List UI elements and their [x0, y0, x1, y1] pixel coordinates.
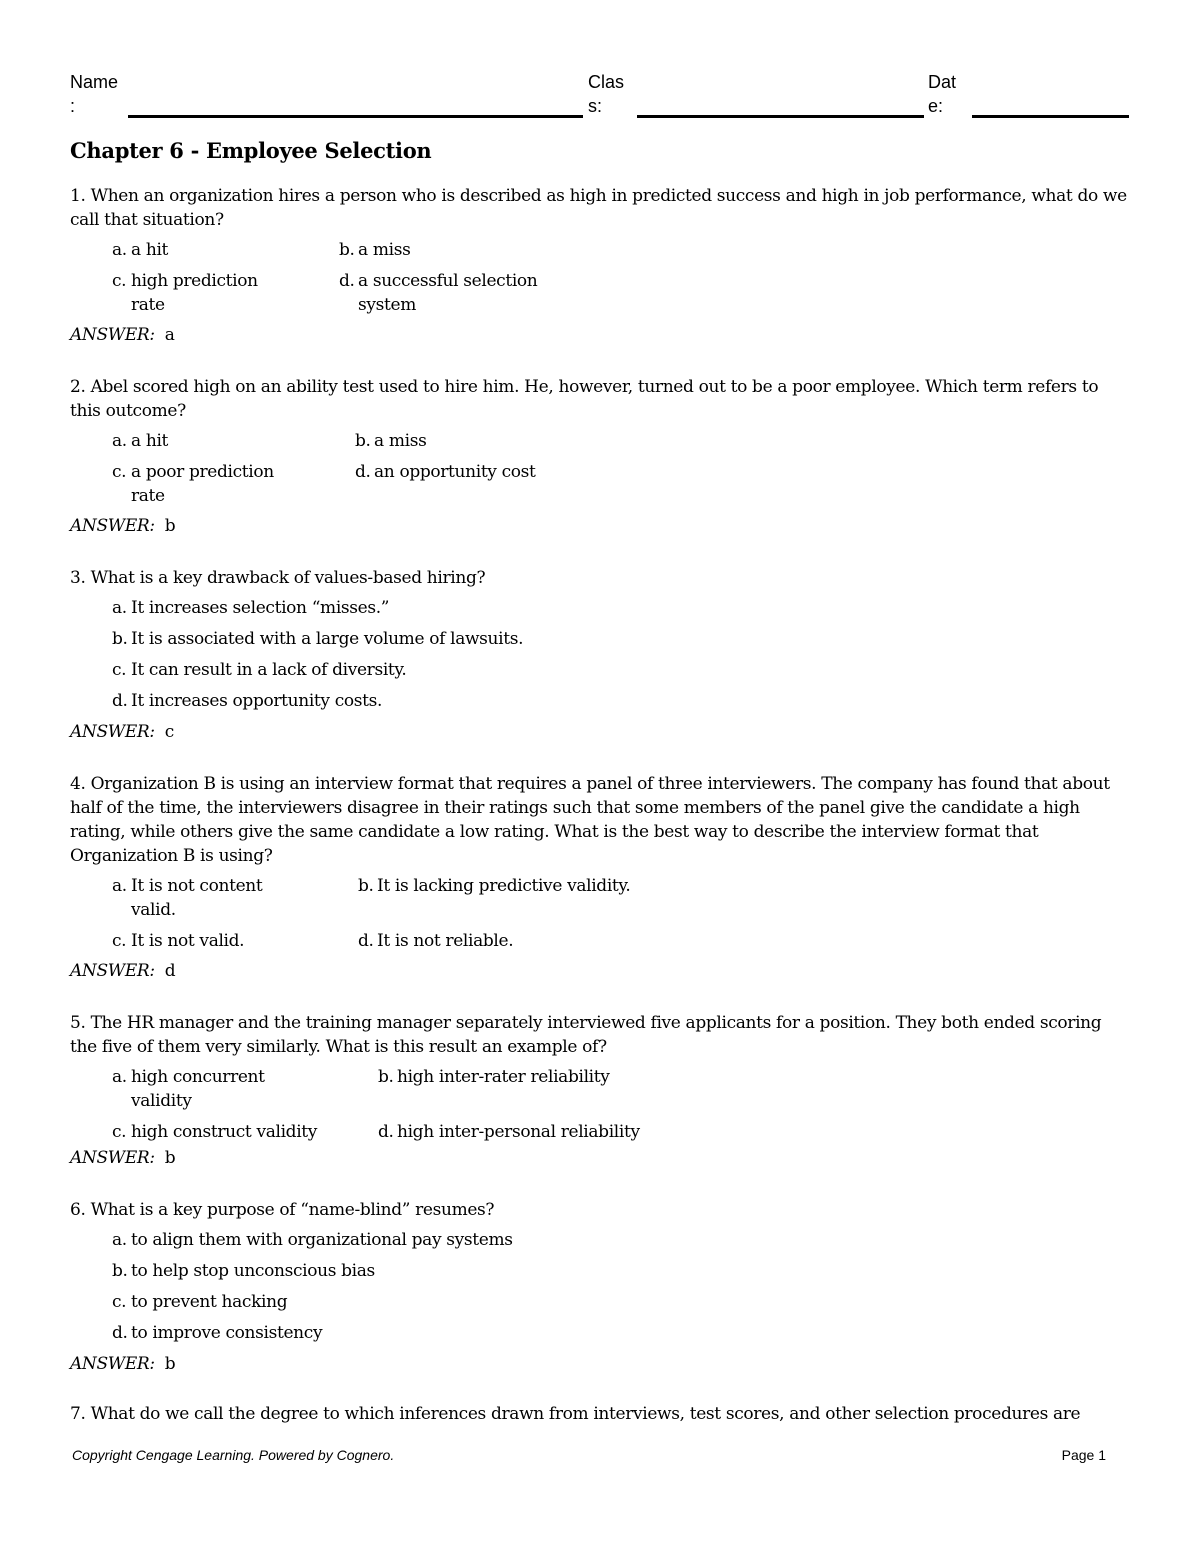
question-3: [70, 566, 1130, 744]
options-grid: [112, 1065, 1130, 1144]
option-b: b. high inter-rater reliability: [378, 1067, 610, 1087]
option-a: a. to align them with organizational pay systems: [112, 1230, 513, 1250]
options-grid: [112, 238, 1130, 317]
answer-label: ANSWER:: [70, 1354, 155, 1374]
date-underline: [972, 115, 1129, 118]
option-d: d. to improve consistency: [112, 1323, 323, 1343]
name-underline: [128, 115, 583, 118]
copyright-footer: Copyright Cengage Learning. Powered by Cognero.: [72, 1447, 395, 1463]
answer-value: b: [164, 1148, 176, 1168]
option-c: c. high construct validity: [112, 1122, 318, 1142]
answer-line: [70, 959, 1130, 983]
question-4: [70, 772, 1130, 983]
option-b: b. a miss: [355, 431, 427, 451]
answer-value: a: [164, 325, 175, 345]
options-list: [112, 1228, 1130, 1345]
question-stem: 4. Organization B is using an interview format that requires a panel of three interviewers. The company has found that about half of the time, the interviewers disagree in their ratings such that some members of the panel give the candidate a high rating, while others give the same candidate a low rating. What is the best way to describe the interview format that Organization B is using?: [70, 774, 1110, 866]
options-list: [112, 596, 1130, 713]
class-field-label: [588, 70, 624, 118]
answer-label: ANSWER:: [70, 722, 155, 742]
option-b: b. It is associated with a large volume of lawsuits.: [112, 629, 524, 649]
page-number: Page 1: [1061, 1447, 1106, 1463]
options-grid: [112, 874, 1130, 953]
question-stem: 6. What is a key purpose of “name-blind” resumes?: [70, 1200, 495, 1220]
question-stem: 2. Abel scored high on an ability test used to hire him. He, however, turned out to be a poor employee. Which term refers to this outcome?: [70, 377, 1099, 421]
option-d: d. an opportunity cost: [355, 462, 536, 482]
option-b: b. to help stop unconscious bias: [112, 1261, 375, 1281]
answer-value: c: [164, 722, 174, 742]
option-d: d. high inter-personal reliability: [378, 1122, 640, 1142]
answer-value: b: [164, 516, 176, 536]
question-stem: 1. When an organization hires a person who is described as high in predicted success and high in job performance, what do we call that situation?: [70, 186, 1127, 230]
answer-value: b: [164, 1354, 176, 1374]
question-5: [70, 1011, 1130, 1170]
question-stem: 5. The HR manager and the training manager separately interviewed five applicants for a position. They both ended scoring the five of them very similarly. What is this result an example of?: [70, 1013, 1102, 1057]
question-7: [70, 1402, 1130, 1426]
date-colon: e:: [928, 96, 944, 116]
answer-line: [70, 323, 1130, 347]
option-b: b. a miss: [339, 240, 411, 260]
answer-line: [70, 1146, 1130, 1170]
option-a: a. a hit: [112, 240, 169, 260]
question-2: [70, 375, 1130, 538]
question-list: [70, 184, 1130, 1426]
answer-label: ANSWER:: [70, 516, 155, 536]
question-1: [70, 184, 1130, 347]
class-colon: s:: [588, 96, 603, 116]
answer-value: d: [164, 961, 176, 981]
answer-line: [70, 514, 1130, 538]
option-c: c. high prediction rate: [112, 271, 258, 315]
option-a: a. high concurrent validity: [112, 1067, 265, 1111]
option-a: a. It is not content valid.: [112, 876, 263, 920]
option-d: d. It increases opportunity costs.: [112, 691, 383, 711]
answer-label: ANSWER:: [70, 1148, 155, 1168]
chapter-title: Chapter 6 - Employee Selection: [70, 138, 432, 163]
option-d: d. a successful selection system: [339, 271, 538, 315]
options-grid: [112, 429, 1130, 508]
answer-label: ANSWER:: [70, 961, 155, 981]
answer-line: [70, 720, 1130, 744]
class-underline: [637, 115, 924, 118]
option-a: a. It increases selection “misses.”: [112, 598, 390, 618]
class-label: Clas: [588, 72, 625, 92]
question-stem: 7. What do we call the degree to which inferences drawn from interviews, test scores, and other selection procedures are: [70, 1404, 1081, 1424]
option-b: b. It is lacking predictive validity.: [358, 876, 631, 896]
option-c: c. to prevent hacking: [112, 1292, 288, 1312]
option-d: d. It is not reliable.: [358, 931, 514, 951]
option-c: c. It can result in a lack of diversity.: [112, 660, 407, 680]
answer-line: [70, 1352, 1130, 1376]
question-6: [70, 1198, 1130, 1376]
date-label: Dat: [928, 72, 957, 92]
question-stem: 3. What is a key drawback of values-based hiring?: [70, 568, 486, 588]
option-c: c. a poor prediction rate: [112, 462, 274, 506]
name-field-label: [70, 70, 118, 118]
name-label: Name: [70, 72, 119, 92]
date-field-label: [928, 70, 956, 118]
option-a: a. a hit: [112, 431, 169, 451]
option-c: c. It is not valid.: [112, 931, 245, 951]
answer-label: ANSWER:: [70, 325, 155, 345]
name-colon: :: [70, 96, 76, 116]
